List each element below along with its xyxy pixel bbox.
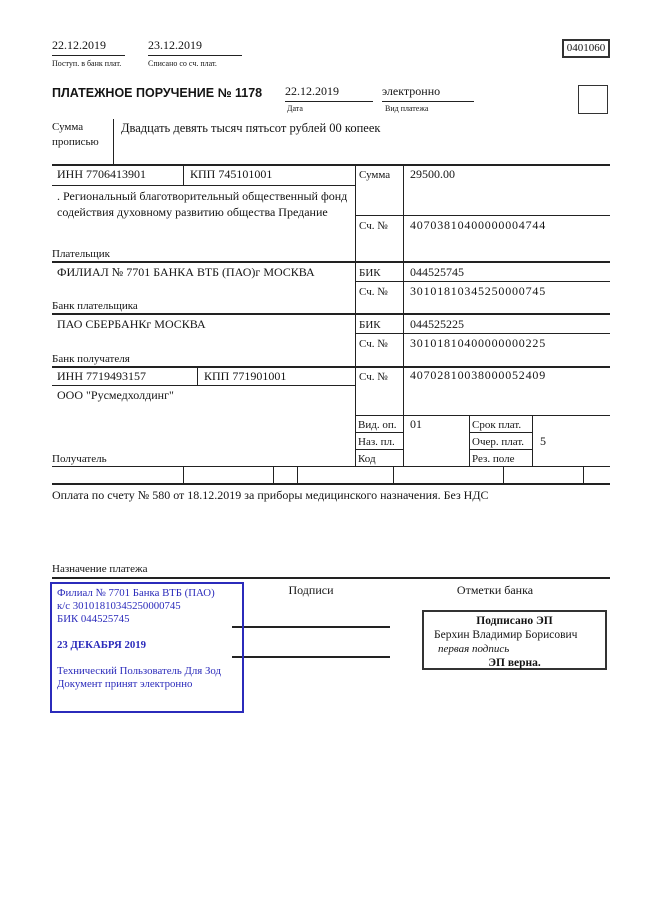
table-line bbox=[355, 432, 403, 433]
table-line bbox=[393, 466, 394, 483]
table-line bbox=[52, 185, 355, 186]
purpose-text: Оплата по счету № 580 от 18.12.2019 за приборы медицинского назначения. Без НДС bbox=[52, 488, 489, 502]
page-title: ПЛАТЕЖНОЕ ПОРУЧЕНИЕ № 1178 bbox=[52, 86, 263, 100]
payer-bank-name: ФИЛИАЛ № 7701 БАНКА ВТБ (ПАО)г МОСКВА bbox=[57, 265, 315, 279]
table-line bbox=[52, 164, 610, 166]
payment-kind-label: Вид платежа bbox=[385, 104, 429, 113]
table-line bbox=[583, 466, 584, 483]
table-line bbox=[355, 215, 610, 216]
payer-account-label: Сч. № bbox=[359, 220, 388, 232]
payer-bank-account-value: 30101810345250000745 bbox=[410, 284, 546, 298]
table-line bbox=[273, 466, 274, 483]
payee-bank-label: Банк получателя bbox=[52, 353, 130, 365]
table-line bbox=[52, 483, 610, 485]
table-line bbox=[297, 466, 298, 483]
esignature-verified: ЭП верна. bbox=[488, 657, 541, 669]
table-line bbox=[197, 366, 198, 385]
bank-stamp-line1: Филиал № 7701 Банка ВТБ (ПАО) bbox=[57, 587, 215, 599]
payment-kind-value: электронно bbox=[382, 84, 474, 102]
signature-line bbox=[232, 626, 390, 628]
table-line bbox=[355, 415, 610, 416]
received-in-bank-date: 22.12.2019 bbox=[52, 38, 125, 56]
op-type-value: 01 bbox=[410, 417, 422, 431]
bank-stamp-line2: к/с 30101810345250000745 bbox=[57, 600, 181, 612]
table-line bbox=[469, 415, 470, 466]
table-line bbox=[355, 333, 610, 334]
op-type-label: Вид. оп. bbox=[358, 419, 397, 431]
esignature-type: первая подпись bbox=[438, 643, 510, 655]
payer-label: Плательщик bbox=[52, 248, 110, 260]
table-line bbox=[355, 281, 610, 282]
table-line bbox=[52, 577, 610, 579]
reserve-label: Рез. поле bbox=[472, 453, 515, 465]
purpose-label: Назначение платежа bbox=[52, 563, 148, 575]
purpose-code-label: Наз. пл. bbox=[358, 436, 395, 448]
table-line bbox=[183, 164, 184, 185]
table-line bbox=[532, 415, 533, 466]
table-line bbox=[52, 261, 610, 263]
bank-stamp-date: 23 ДЕКАБРЯ 2019 bbox=[57, 639, 147, 651]
bank-stamp-line3: БИК 044525745 bbox=[57, 613, 130, 625]
signature-line bbox=[232, 656, 390, 658]
amount-label: Сумма bbox=[359, 169, 391, 181]
divider bbox=[113, 119, 114, 164]
payee-label: Получатель bbox=[52, 453, 107, 465]
payee-name: ООО "Русмедхолдинг" bbox=[57, 388, 174, 402]
amount-words-label: Сумма прописью bbox=[52, 121, 99, 148]
table-line bbox=[183, 466, 184, 483]
bank-marks-header: Отметки банка bbox=[456, 583, 534, 597]
payer-bank-label: Банк плательщика bbox=[52, 300, 138, 312]
received-in-bank-label: Поступ. в банк плат. bbox=[52, 59, 122, 68]
table-line bbox=[503, 466, 504, 483]
signatures-header: Подписи bbox=[288, 583, 334, 597]
table-line bbox=[52, 385, 355, 386]
table-line bbox=[469, 432, 532, 433]
payee-bank-bik-label: БИК bbox=[359, 319, 381, 331]
document-date-label: Дата bbox=[287, 104, 303, 113]
payer-bank-bik-value: 044525745 bbox=[410, 265, 464, 279]
document-date: 22.12.2019 bbox=[285, 84, 373, 102]
payer-account-value: 40703810400000004744 bbox=[410, 218, 546, 232]
payee-account-value: 40702810038000052409 bbox=[410, 368, 546, 382]
payer-bank-account-label: Сч. № bbox=[359, 286, 388, 298]
due-date-label: Срок плат. bbox=[472, 419, 522, 431]
form-code-box: 0401060 bbox=[562, 39, 610, 58]
amount-words-value: Двадцать девять тысяч пятьсот рублей 00 копеек bbox=[121, 121, 381, 135]
payer-bank-bik-label: БИК bbox=[359, 267, 381, 279]
priority-label: Очер. плат. bbox=[472, 436, 525, 448]
payer-name: . Региональный благотворительный общественный фонд содействия духовному развитию общества Предание bbox=[57, 189, 348, 219]
table-line bbox=[469, 449, 532, 450]
bank-stamp-user: Технический Пользователь Для Зод bbox=[57, 665, 221, 677]
payer-kpp: КПП 745101001 bbox=[190, 167, 273, 181]
esignature-stamp bbox=[422, 610, 607, 670]
amount-value: 29500.00 bbox=[410, 167, 455, 181]
table-line bbox=[52, 313, 610, 315]
esignature-name: Берхин Владимир Борисович bbox=[434, 629, 578, 641]
table-line bbox=[52, 466, 610, 467]
table-line bbox=[355, 449, 403, 450]
payee-account-label: Сч. № bbox=[359, 371, 388, 383]
payee-bank-name: ПАО СБЕРБАНКг МОСКВА bbox=[57, 317, 206, 331]
code-label: Код bbox=[358, 453, 376, 465]
payee-bank-account-label: Сч. № bbox=[359, 338, 388, 350]
debited-label: Списано со сч. плат. bbox=[148, 59, 217, 68]
status-box bbox=[578, 85, 608, 114]
debited-date: 23.12.2019 bbox=[148, 38, 242, 56]
esignature-title: Подписано ЭП bbox=[476, 615, 553, 627]
payee-inn: ИНН 7719493157 bbox=[57, 369, 146, 383]
payee-kpp: КПП 771901001 bbox=[204, 369, 287, 383]
bank-stamp-note: Документ принят электронно bbox=[57, 678, 193, 690]
priority-value: 5 bbox=[540, 434, 546, 448]
payee-bank-account-value: 30101810400000000225 bbox=[410, 336, 546, 350]
bank-stamp bbox=[50, 582, 244, 713]
table-line bbox=[403, 164, 404, 467]
payer-inn: ИНН 7706413901 bbox=[57, 167, 146, 181]
payee-bank-bik-value: 044525225 bbox=[410, 317, 464, 331]
